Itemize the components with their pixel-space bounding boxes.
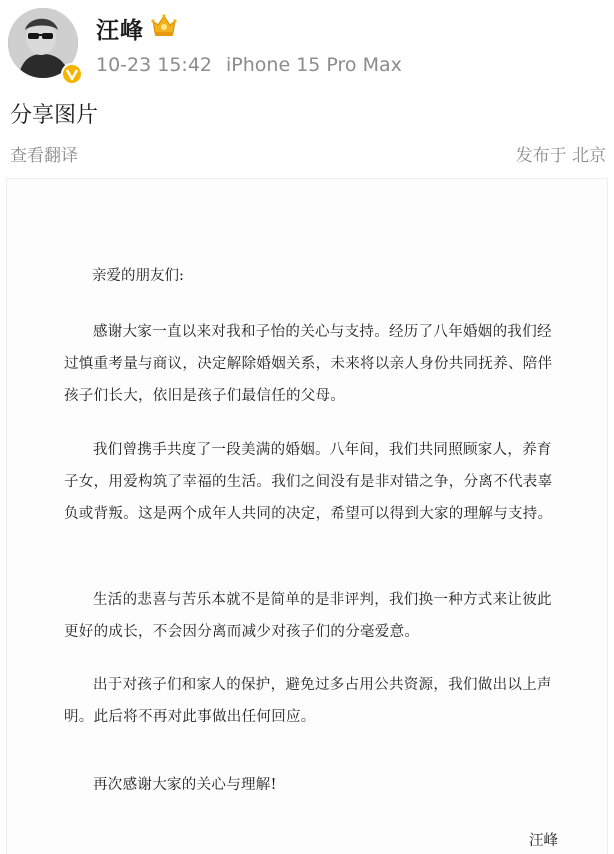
letter-greeting: 亲爱的朋友们: (92, 268, 184, 284)
post-text: 分享图片 (10, 103, 99, 128)
post-timestamp: 10-23 15:42 (96, 54, 213, 76)
verified-v-icon (65, 67, 79, 81)
letter-paragraph: 生活的悲喜与苦乐本就不是简单的是非评判，我们换一种方式来让彼此更好的成长，不会因分离而减少对孩子们的分毫爱意。 (64, 592, 552, 640)
vip-crown-icon[interactable] (150, 12, 178, 38)
author-name[interactable]: 汪峰 (96, 18, 144, 44)
post-device: iPhone 15 Pro Max (226, 54, 402, 76)
letter-image[interactable] (6, 178, 608, 854)
post-location: 发布于 北京 (515, 146, 606, 166)
letter-paragraph: 我们曾携手共度了一段美满的婚姻。八年间，我们共同照顾家人，养育子女，用爱构筑了幸福的生活。我们之间没有是非对错之争，分离不代表辜负或背叛。这是两个成年人共同的决定，希望可以得到大家的理解与支持。 (64, 442, 553, 522)
avatar[interactable] (8, 8, 78, 78)
letter-signature: 汪峰 (529, 833, 558, 849)
post-meta (96, 54, 402, 76)
translate-link[interactable]: 查看翻译 (10, 146, 78, 166)
letter-paragraph: 出于对孩子们和家人的保护，避免过多占用公共资源，我们做出以上声明。此后将不再对此事做出任何回应。 (64, 677, 552, 725)
post-header (0, 0, 614, 92)
letter-paragraph: 再次感谢大家的关心与理解! (93, 777, 277, 793)
letter-paragraph: 感谢大家一直以来对我和子怡的关心与支持。经历了八年婚姻的我们经过慎重考量与商议，决定解除婚姻关系，未来将以亲人身份共同抚养、陪伴孩子们长大，依旧是孩子们最信任的父母。 (64, 324, 553, 404)
verified-badge (61, 63, 83, 85)
